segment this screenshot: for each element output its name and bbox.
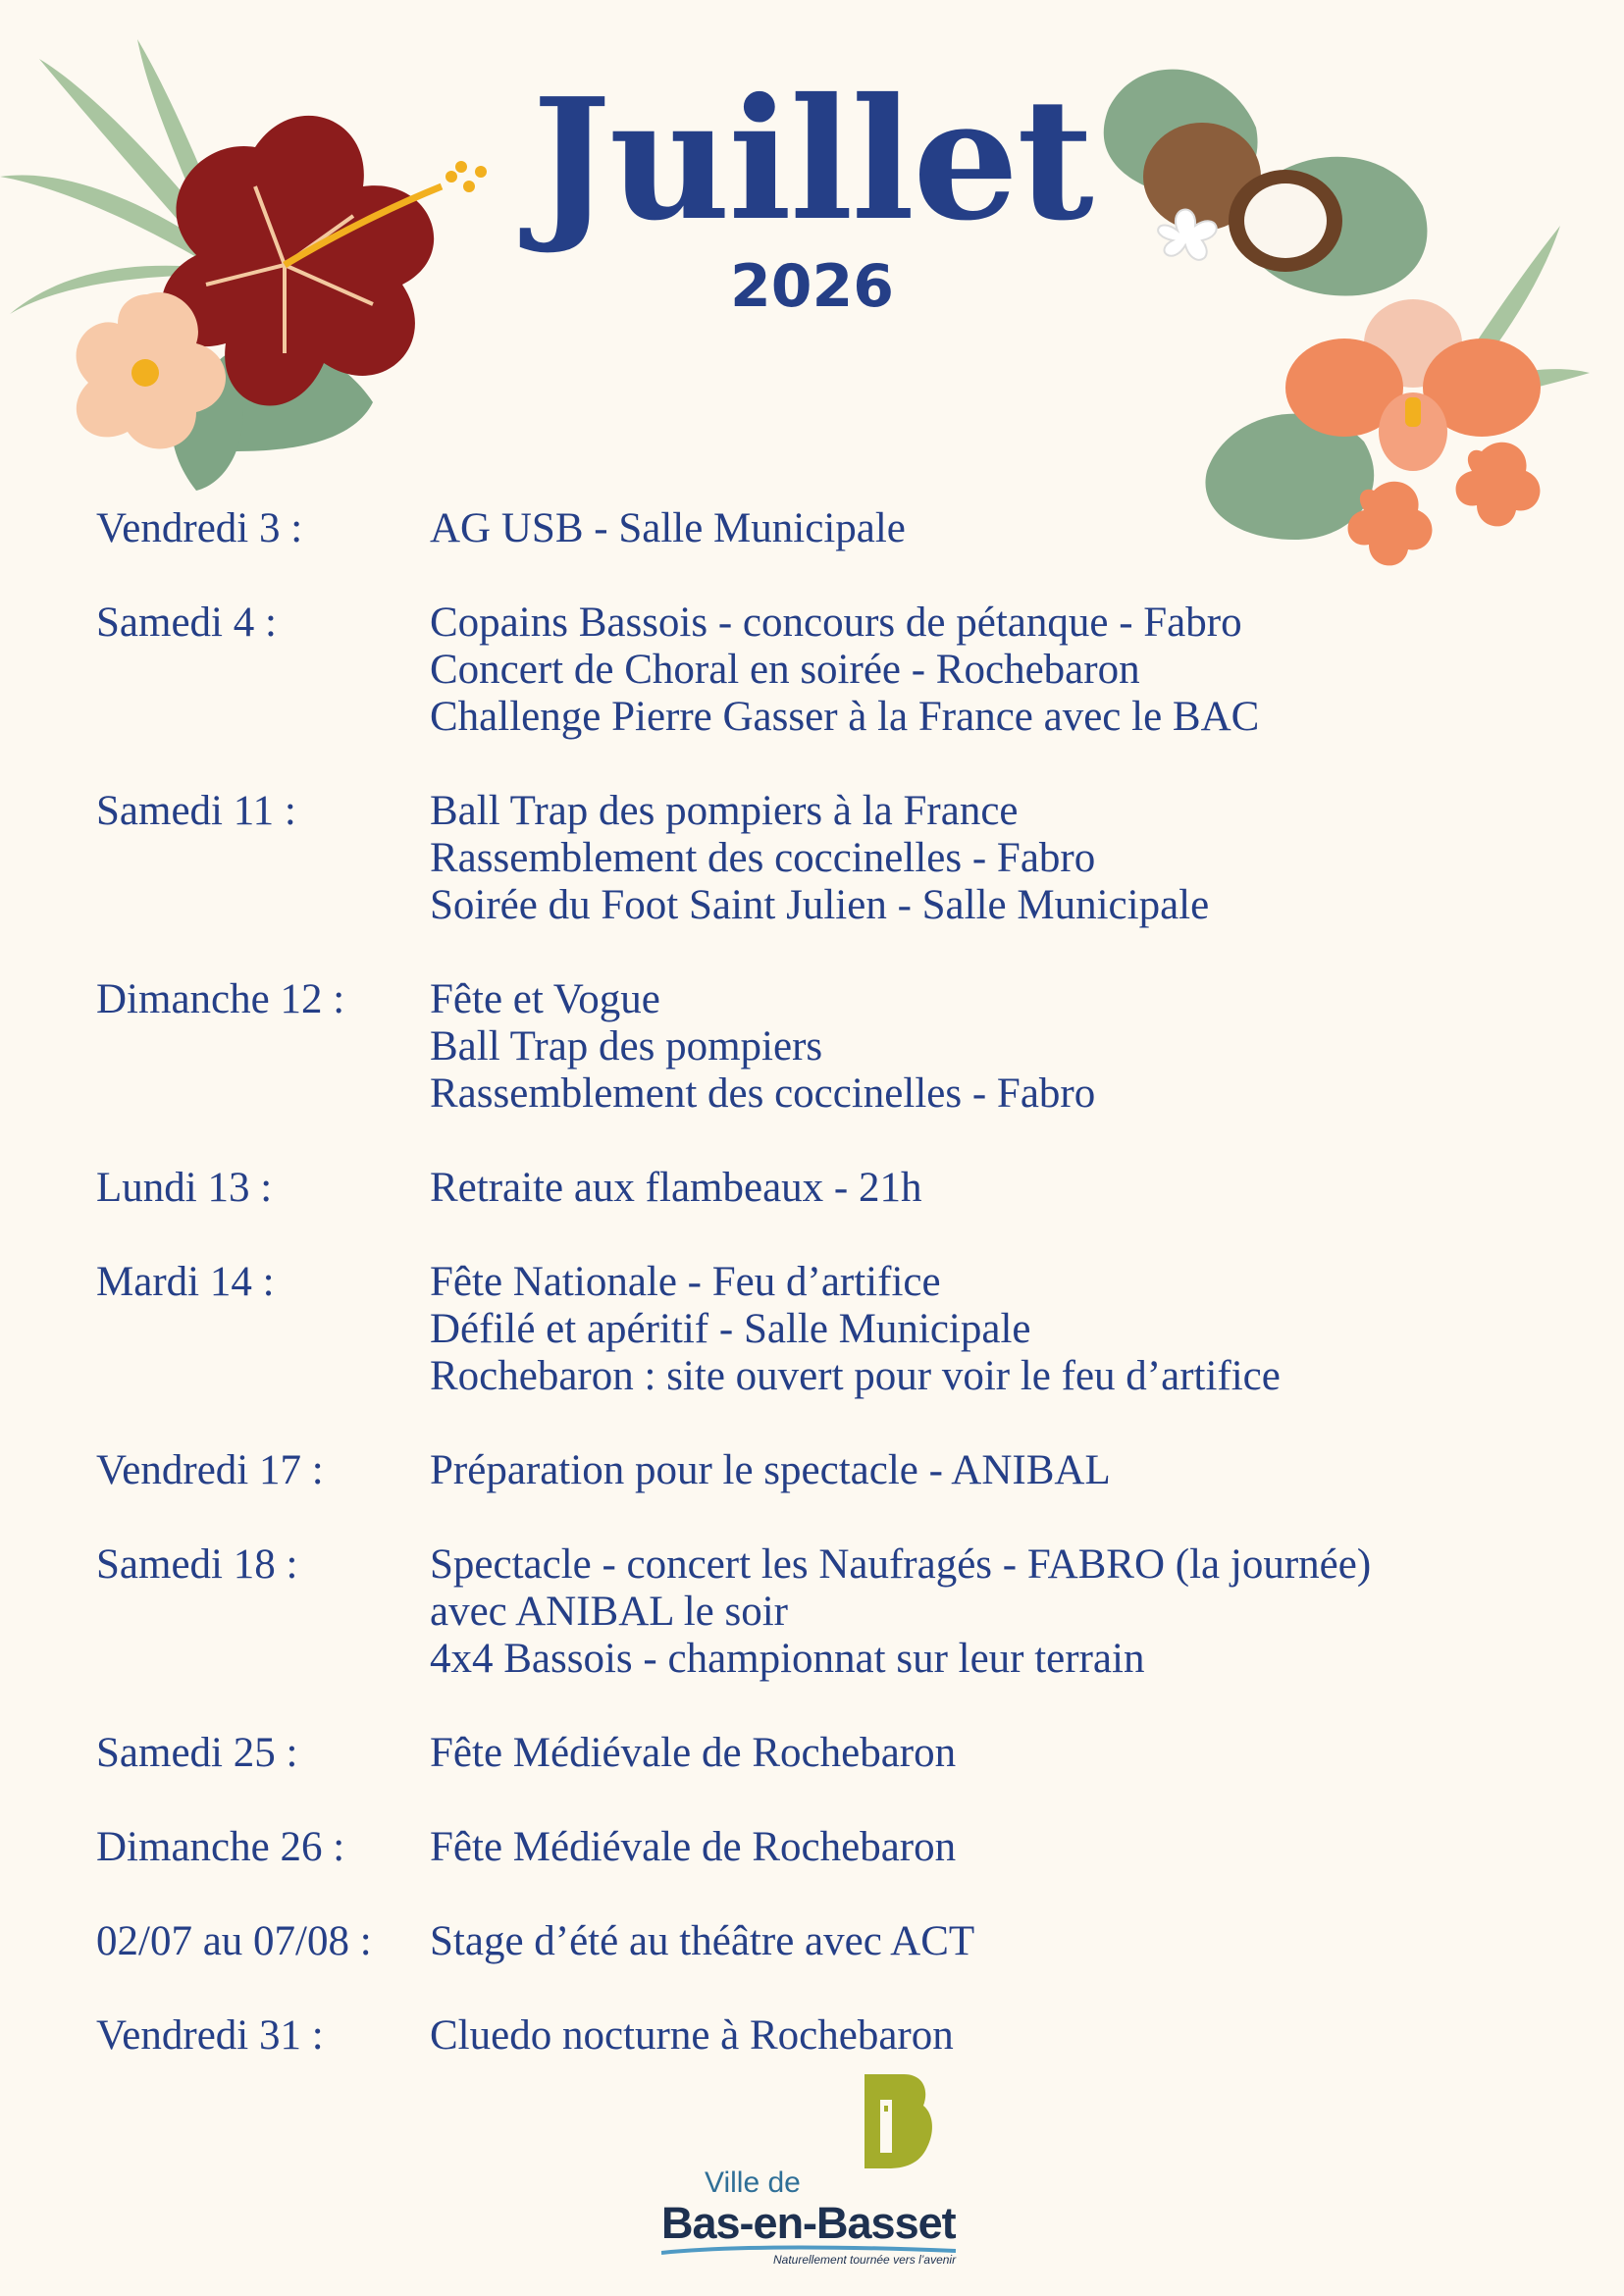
event-line: AG USB - Salle Municipale bbox=[430, 505, 906, 551]
entry-date: Lundi 13 : bbox=[96, 1165, 273, 1211]
logo-ville-de: Ville de bbox=[705, 2166, 801, 2199]
schedule-entry bbox=[96, 1824, 1568, 1871]
page-year: 2026 bbox=[730, 252, 894, 321]
entry-date: Dimanche 12 : bbox=[96, 976, 345, 1022]
entry-events bbox=[430, 1541, 1568, 1683]
event-line: 4x4 Bassois - championnat sur leur terrain bbox=[430, 1636, 1145, 1682]
schedule-entry bbox=[96, 1918, 1568, 1965]
event-line: Cluedo nocturne à Rochebaron bbox=[430, 2012, 954, 2059]
entry-events bbox=[430, 600, 1568, 741]
event-line: Soirée du Foot Saint Julien - Salle Municipale bbox=[430, 882, 1210, 928]
entry-date: Vendredi 31 : bbox=[96, 2012, 324, 2059]
event-line: Copains Bassois - concours de pétanque - Fabro bbox=[430, 600, 1242, 646]
entry-events bbox=[430, 1165, 1568, 1212]
schedule-entry bbox=[96, 976, 1568, 1118]
entry-events bbox=[430, 1730, 1568, 1777]
schedule-entry bbox=[96, 505, 1568, 552]
entry-date: Vendredi 3 : bbox=[96, 505, 303, 551]
entry-events bbox=[430, 1259, 1568, 1400]
entry-events bbox=[430, 1447, 1568, 1494]
entry-events bbox=[430, 2012, 1568, 2060]
schedule-entry bbox=[96, 1730, 1568, 1777]
entry-date: Mardi 14 : bbox=[96, 1259, 275, 1305]
entry-events bbox=[430, 1918, 1568, 1965]
b-logo-icon bbox=[859, 2070, 937, 2178]
schedule-entry bbox=[96, 600, 1568, 741]
entry-date: Samedi 11 : bbox=[96, 788, 296, 834]
entry-date: Samedi 4 : bbox=[96, 600, 277, 646]
event-line: Rassemblement des coccinelles - Fabro bbox=[430, 835, 1096, 881]
event-line: Ball Trap des pompiers à la France bbox=[430, 788, 1019, 834]
schedule-entry bbox=[96, 1541, 1568, 1683]
event-line: Fête Médiévale de Rochebaron bbox=[430, 1730, 957, 1776]
schedule-entry bbox=[96, 1259, 1568, 1400]
event-line: Retraite aux flambeaux - 21h bbox=[430, 1165, 922, 1211]
event-line: Rassemblement des coccinelles - Fabro bbox=[430, 1070, 1096, 1117]
entry-events bbox=[430, 505, 1568, 552]
event-line: Défilé et apéritif - Salle Municipale bbox=[430, 1306, 1031, 1352]
event-line: Fête et Vogue bbox=[430, 976, 660, 1022]
event-line: avec ANIBAL le soir bbox=[430, 1589, 788, 1635]
entry-events bbox=[430, 976, 1568, 1118]
entry-date: Dimanche 26 : bbox=[96, 1824, 345, 1870]
event-line: Concert de Choral en soirée - Rochebaron bbox=[430, 647, 1140, 693]
entry-date: Samedi 18 : bbox=[96, 1541, 298, 1588]
logo-town-name: Bas-en-Basset bbox=[661, 2198, 956, 2248]
event-line: Rochebaron : site ouvert pour voir le feu d’artifice bbox=[430, 1353, 1281, 1399]
event-line: Préparation pour le spectacle - ANIBAL bbox=[430, 1447, 1111, 1493]
event-line: Spectacle - concert les Naufragés - FABRO (la journée) bbox=[430, 1541, 1372, 1588]
schedule-entry bbox=[96, 1447, 1568, 1494]
entry-date: Vendredi 17 : bbox=[96, 1447, 324, 1493]
entry-date: Samedi 25 : bbox=[96, 1730, 298, 1776]
schedule-entry bbox=[96, 2012, 1568, 2060]
page-title: Juillet bbox=[532, 62, 1092, 258]
event-line: Fête Médiévale de Rochebaron bbox=[430, 1824, 957, 1870]
schedule-entry bbox=[96, 788, 1568, 929]
event-line: Fête Nationale - Feu d’artifice bbox=[430, 1259, 941, 1305]
logo-tagline: Naturellement tournée vers l’avenir bbox=[773, 2253, 957, 2267]
entry-date: 02/07 au 07/08 : bbox=[96, 1918, 372, 1964]
entry-events bbox=[430, 788, 1568, 929]
event-line: Ball Trap des pompiers bbox=[430, 1023, 823, 1070]
event-line: Challenge Pierre Gasser à la France avec le BAC bbox=[430, 694, 1260, 740]
entry-events bbox=[430, 1824, 1568, 1871]
event-line: Stage d’été au théâtre avec ACT bbox=[430, 1918, 975, 1964]
schedule-entry bbox=[96, 1165, 1568, 1212]
event-schedule bbox=[96, 505, 1568, 2107]
town-logo bbox=[657, 2070, 981, 2267]
